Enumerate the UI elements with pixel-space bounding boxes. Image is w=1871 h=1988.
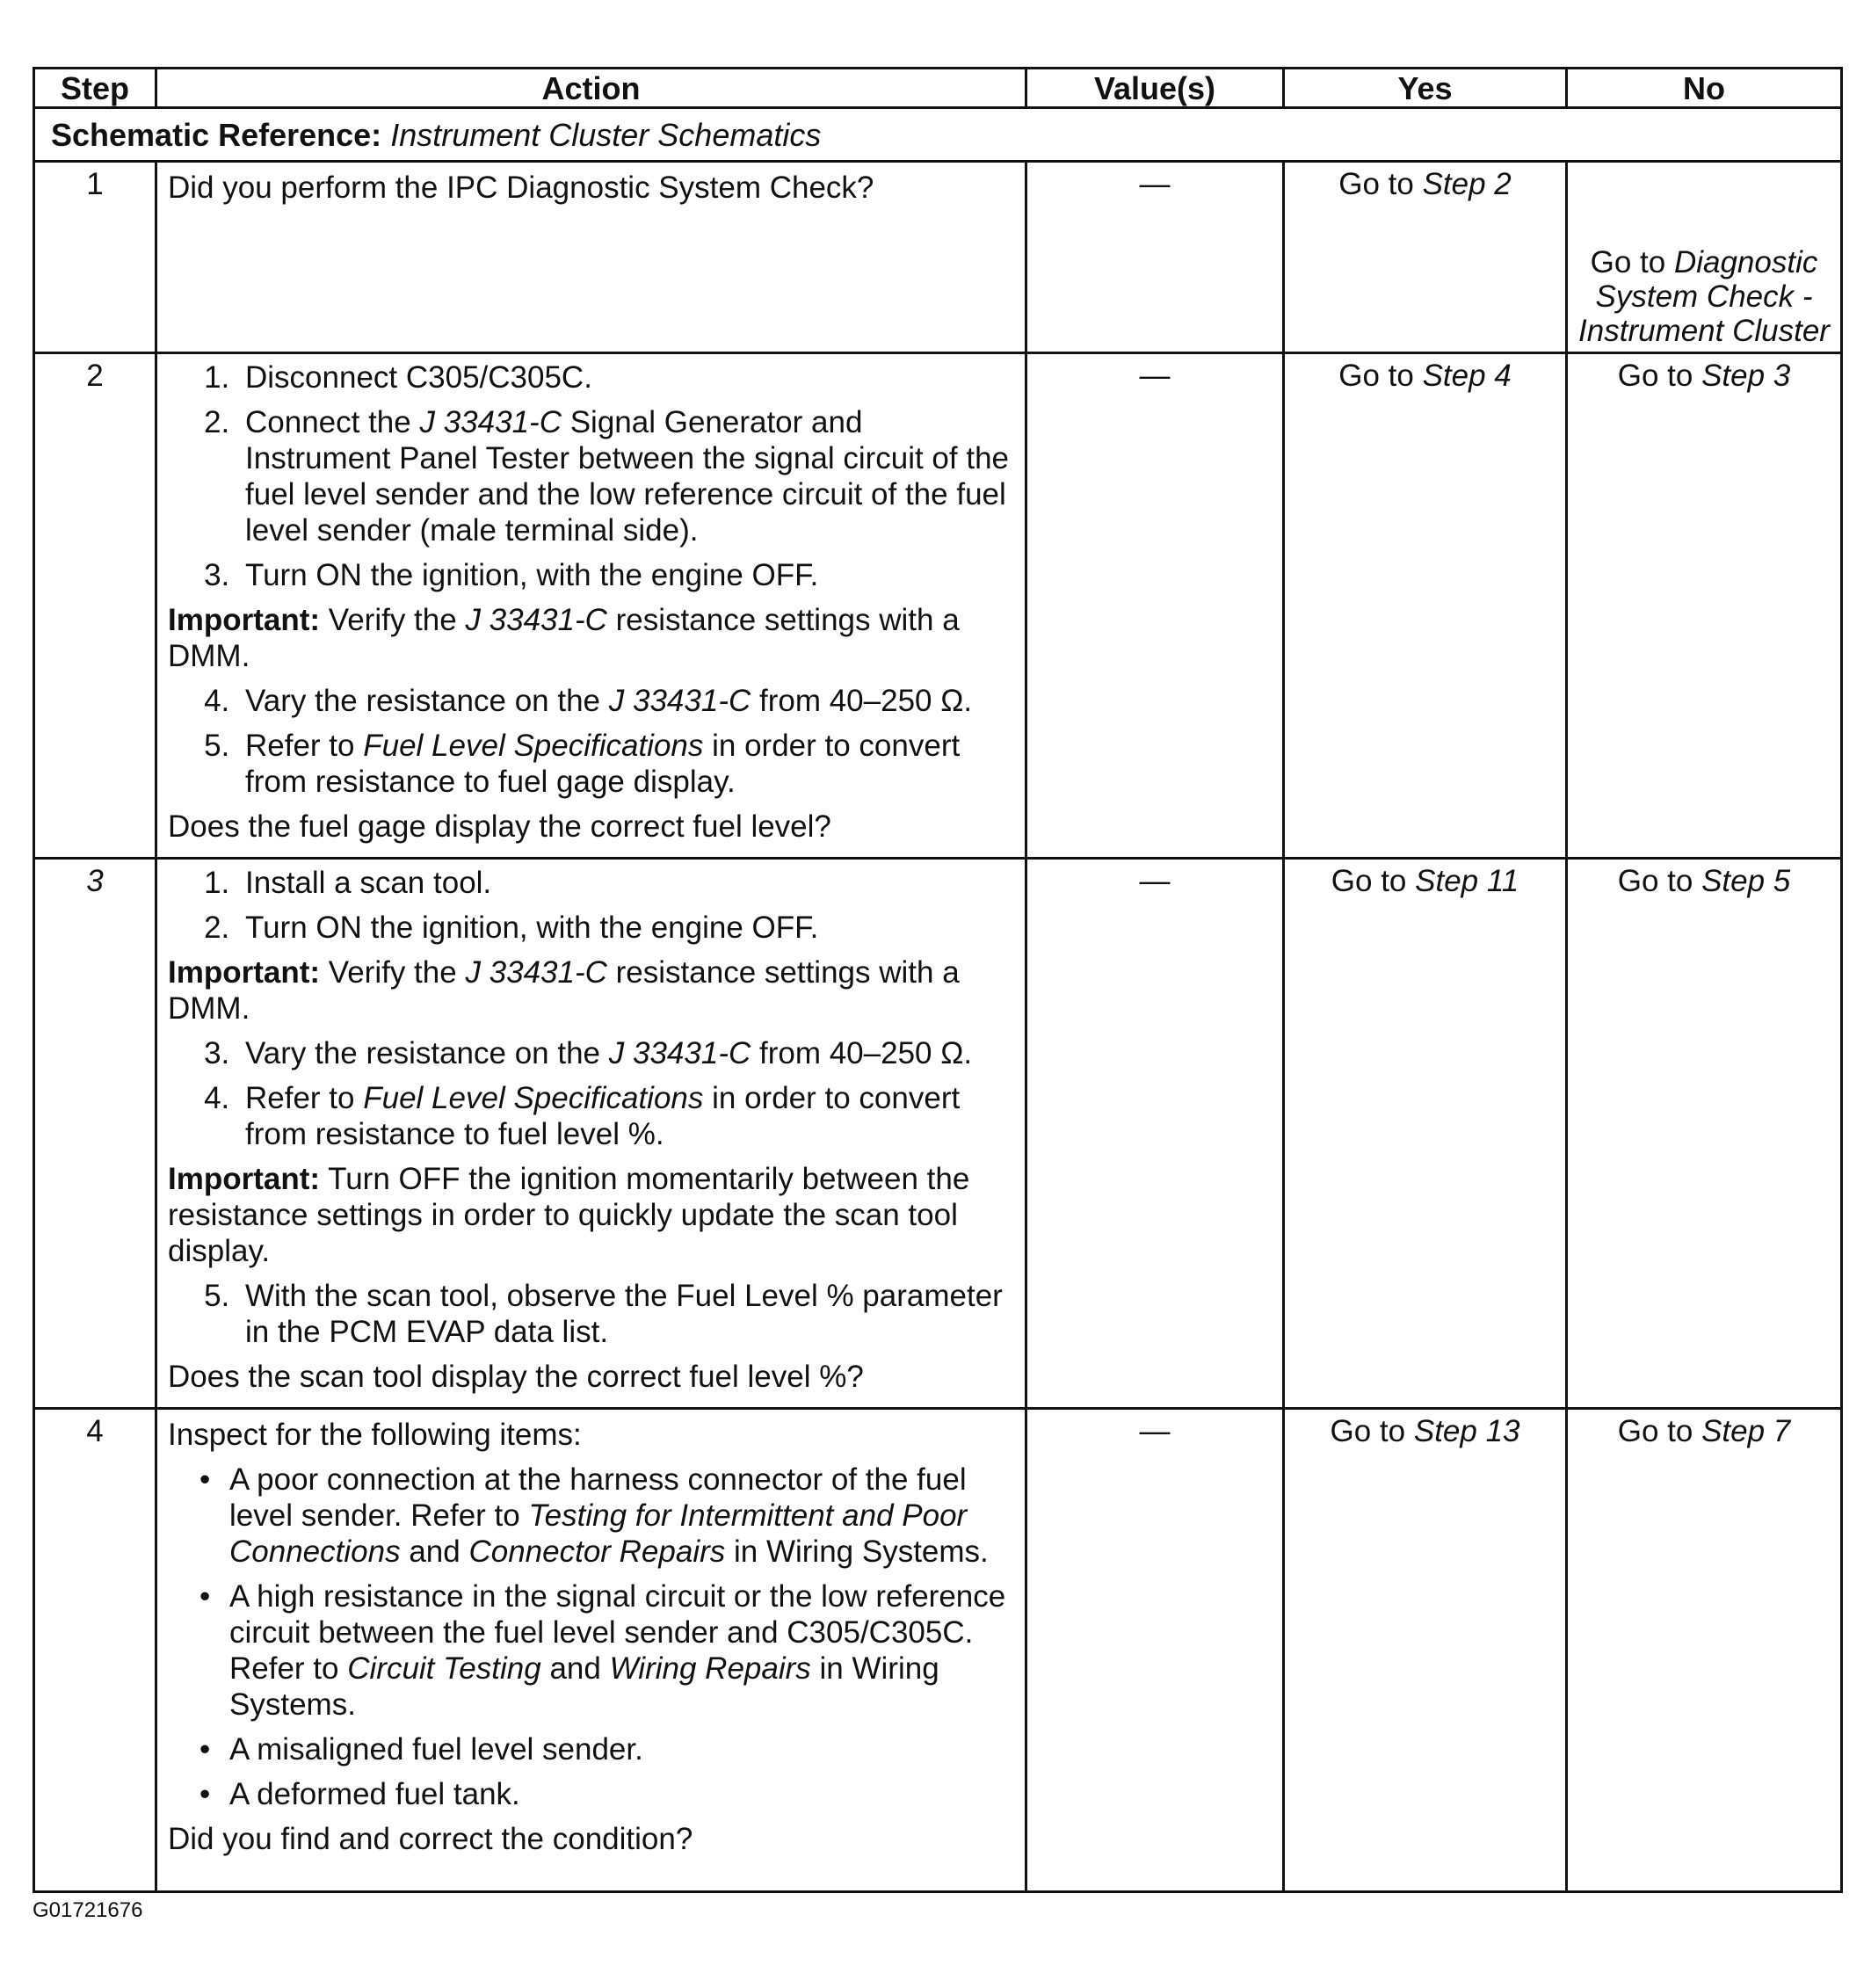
important-note: Important: Turn OFF the ignition momentarily between the resistance settings in order to quickly update the scan tool display. <box>168 1162 970 1268</box>
schematic-label: Schematic Reference: <box>51 116 382 153</box>
important-note: Important: Verify the J 33431-C resistance settings with a DMM. <box>168 603 960 673</box>
action-step: 4. Vary the resistance on the J 33431-C from 40–250 Ω. <box>238 683 1014 719</box>
header-row <box>34 69 1842 108</box>
no-cell: Go to Step 3 <box>1567 353 1842 859</box>
action-step: 2. Turn ON the ignition, with the engine OFF. <box>238 910 1014 946</box>
question: Did you perform the IPC Diagnostic System Check? <box>168 171 874 205</box>
table-row <box>34 162 1842 353</box>
spec-ref: Fuel Level Specifications <box>363 729 704 763</box>
tool-ref: J 33431-C <box>465 603 607 637</box>
action-cell <box>156 353 1026 859</box>
value-cell: — <box>1026 353 1284 859</box>
question: Does the fuel gage display the correct fuel level? <box>168 809 831 844</box>
inspect-list <box>168 1462 1014 1812</box>
step-number: 2 <box>34 353 156 859</box>
action-steps <box>168 865 1014 946</box>
table-row <box>34 1409 1842 1892</box>
header-values: Value(s) <box>1026 69 1284 108</box>
no-step-ref: Step 5 <box>1701 864 1791 898</box>
doc-ref: Connector Repairs <box>468 1535 726 1569</box>
action-step: 1. Disconnect C305/C305C. <box>238 359 1014 395</box>
value-cell: — <box>1026 1409 1284 1892</box>
list-item: • A high resistance in the signal circuit or the low reference circuit between the fuel level sender and C305/C305C. Refer to Circuit Testing and Wiring Repairs in Wiring Systems. <box>199 1579 1006 1722</box>
goto-text: Go to <box>1590 245 1666 279</box>
yes-cell: Go to Step 11 <box>1284 859 1567 1409</box>
action-step: 1. Install a scan tool. <box>238 865 1014 901</box>
spec-ref: Fuel Level Specifications <box>363 1081 704 1115</box>
value-cell: — <box>1026 859 1284 1409</box>
action-step: 3. Turn ON the ignition, with the engine OFF. <box>238 557 1014 593</box>
goto-text: Go to <box>1338 167 1414 201</box>
yes-cell <box>1284 162 1567 353</box>
header-action: Action <box>156 69 1026 108</box>
action-step: 3. Vary the resistance on the J 33431-C from 40–250 Ω. <box>238 1035 1014 1071</box>
figure-id: G01721676 <box>33 1898 143 1922</box>
action-step: 5. Refer to Fuel Level Specifications in order to convert from resistance to fuel gage display. <box>238 728 1014 800</box>
yes-cell: Go to Step 4 <box>1284 353 1567 859</box>
yes-step-ref: Step 11 <box>1415 864 1519 898</box>
action-steps <box>168 1278 1014 1350</box>
yes-step-ref: Step 2 <box>1422 167 1512 201</box>
question: Does the scan tool display the correct fuel level %? <box>168 1360 864 1394</box>
action-step: 5. With the scan tool, observe the Fuel Level % parameter in the PCM EVAP data list. <box>238 1278 1014 1350</box>
action-cell <box>156 1409 1026 1892</box>
table-row <box>34 353 1842 859</box>
table-row <box>34 859 1842 1409</box>
action-cell <box>156 162 1026 353</box>
yes-step-ref: Step 13 <box>1413 1414 1520 1448</box>
action-cell <box>156 859 1026 1409</box>
no-step-ref: Step 7 <box>1701 1414 1791 1448</box>
no-cell: Go to Step 5 <box>1567 859 1842 1409</box>
step-number: 3 <box>34 859 156 1409</box>
value-cell: — <box>1026 162 1284 353</box>
list-item: • A poor connection at the harness connector of the fuel level sender. Refer to Testing for Intermittent and Poor Connections and Connector Repairs in Wiring Systems. <box>199 1462 989 1569</box>
tool-ref: J 33431-C <box>465 955 607 990</box>
tool-ref: J 33431-C <box>608 1036 751 1070</box>
no-step-ref: Diagnostic System Check - Instrument Cluster <box>1578 245 1830 348</box>
schematic-reference <box>34 108 1842 162</box>
list-item: • A deformed fuel tank. <box>199 1777 520 1811</box>
doc-ref: Circuit Testing <box>347 1651 541 1686</box>
action-steps <box>168 1035 1014 1152</box>
schematic-row <box>34 108 1842 162</box>
tool-ref: J 33431-C <box>419 405 562 439</box>
tool-ref: J 33431-C <box>608 684 751 718</box>
question: Did you find and correct the condition? <box>168 1822 693 1856</box>
no-step-ref: Step 3 <box>1701 359 1791 393</box>
header-step: Step <box>34 69 156 108</box>
header-yes: Yes <box>1284 69 1567 108</box>
action-step: 2. Connect the J 33431-C Signal Generator and Instrument Panel Tester between the signal circuit of the fuel level sender and the low reference circuit of the fuel level sender (male terminal side). <box>238 404 1014 548</box>
action-steps <box>168 683 1014 800</box>
diagnostic-table <box>33 67 1843 1893</box>
action-step: 4. Refer to Fuel Level Specifications in order to convert from resistance to fuel level %. <box>238 1080 1014 1152</box>
no-cell <box>1567 162 1842 353</box>
doc-ref: Wiring Repairs <box>609 1651 811 1686</box>
step-number: 4 <box>34 1409 156 1892</box>
no-cell: Go to Step 7 <box>1567 1409 1842 1892</box>
doc-ref: Testing for Intermittent and Poor Connections <box>229 1498 968 1569</box>
header-no: No <box>1567 69 1842 108</box>
schematic-ref: Instrument Cluster Schematics <box>390 116 822 153</box>
step-number: 1 <box>34 162 156 353</box>
yes-step-ref: Step 4 <box>1422 359 1512 393</box>
list-item: • A misaligned fuel level sender. <box>199 1732 643 1767</box>
yes-cell: Go to Step 13 <box>1284 1409 1567 1892</box>
inspect-intro: Inspect for the following items: <box>168 1418 582 1452</box>
action-steps <box>168 359 1014 593</box>
important-note: Important: Verify the J 33431-C resistance settings with a DMM. <box>168 955 960 1026</box>
